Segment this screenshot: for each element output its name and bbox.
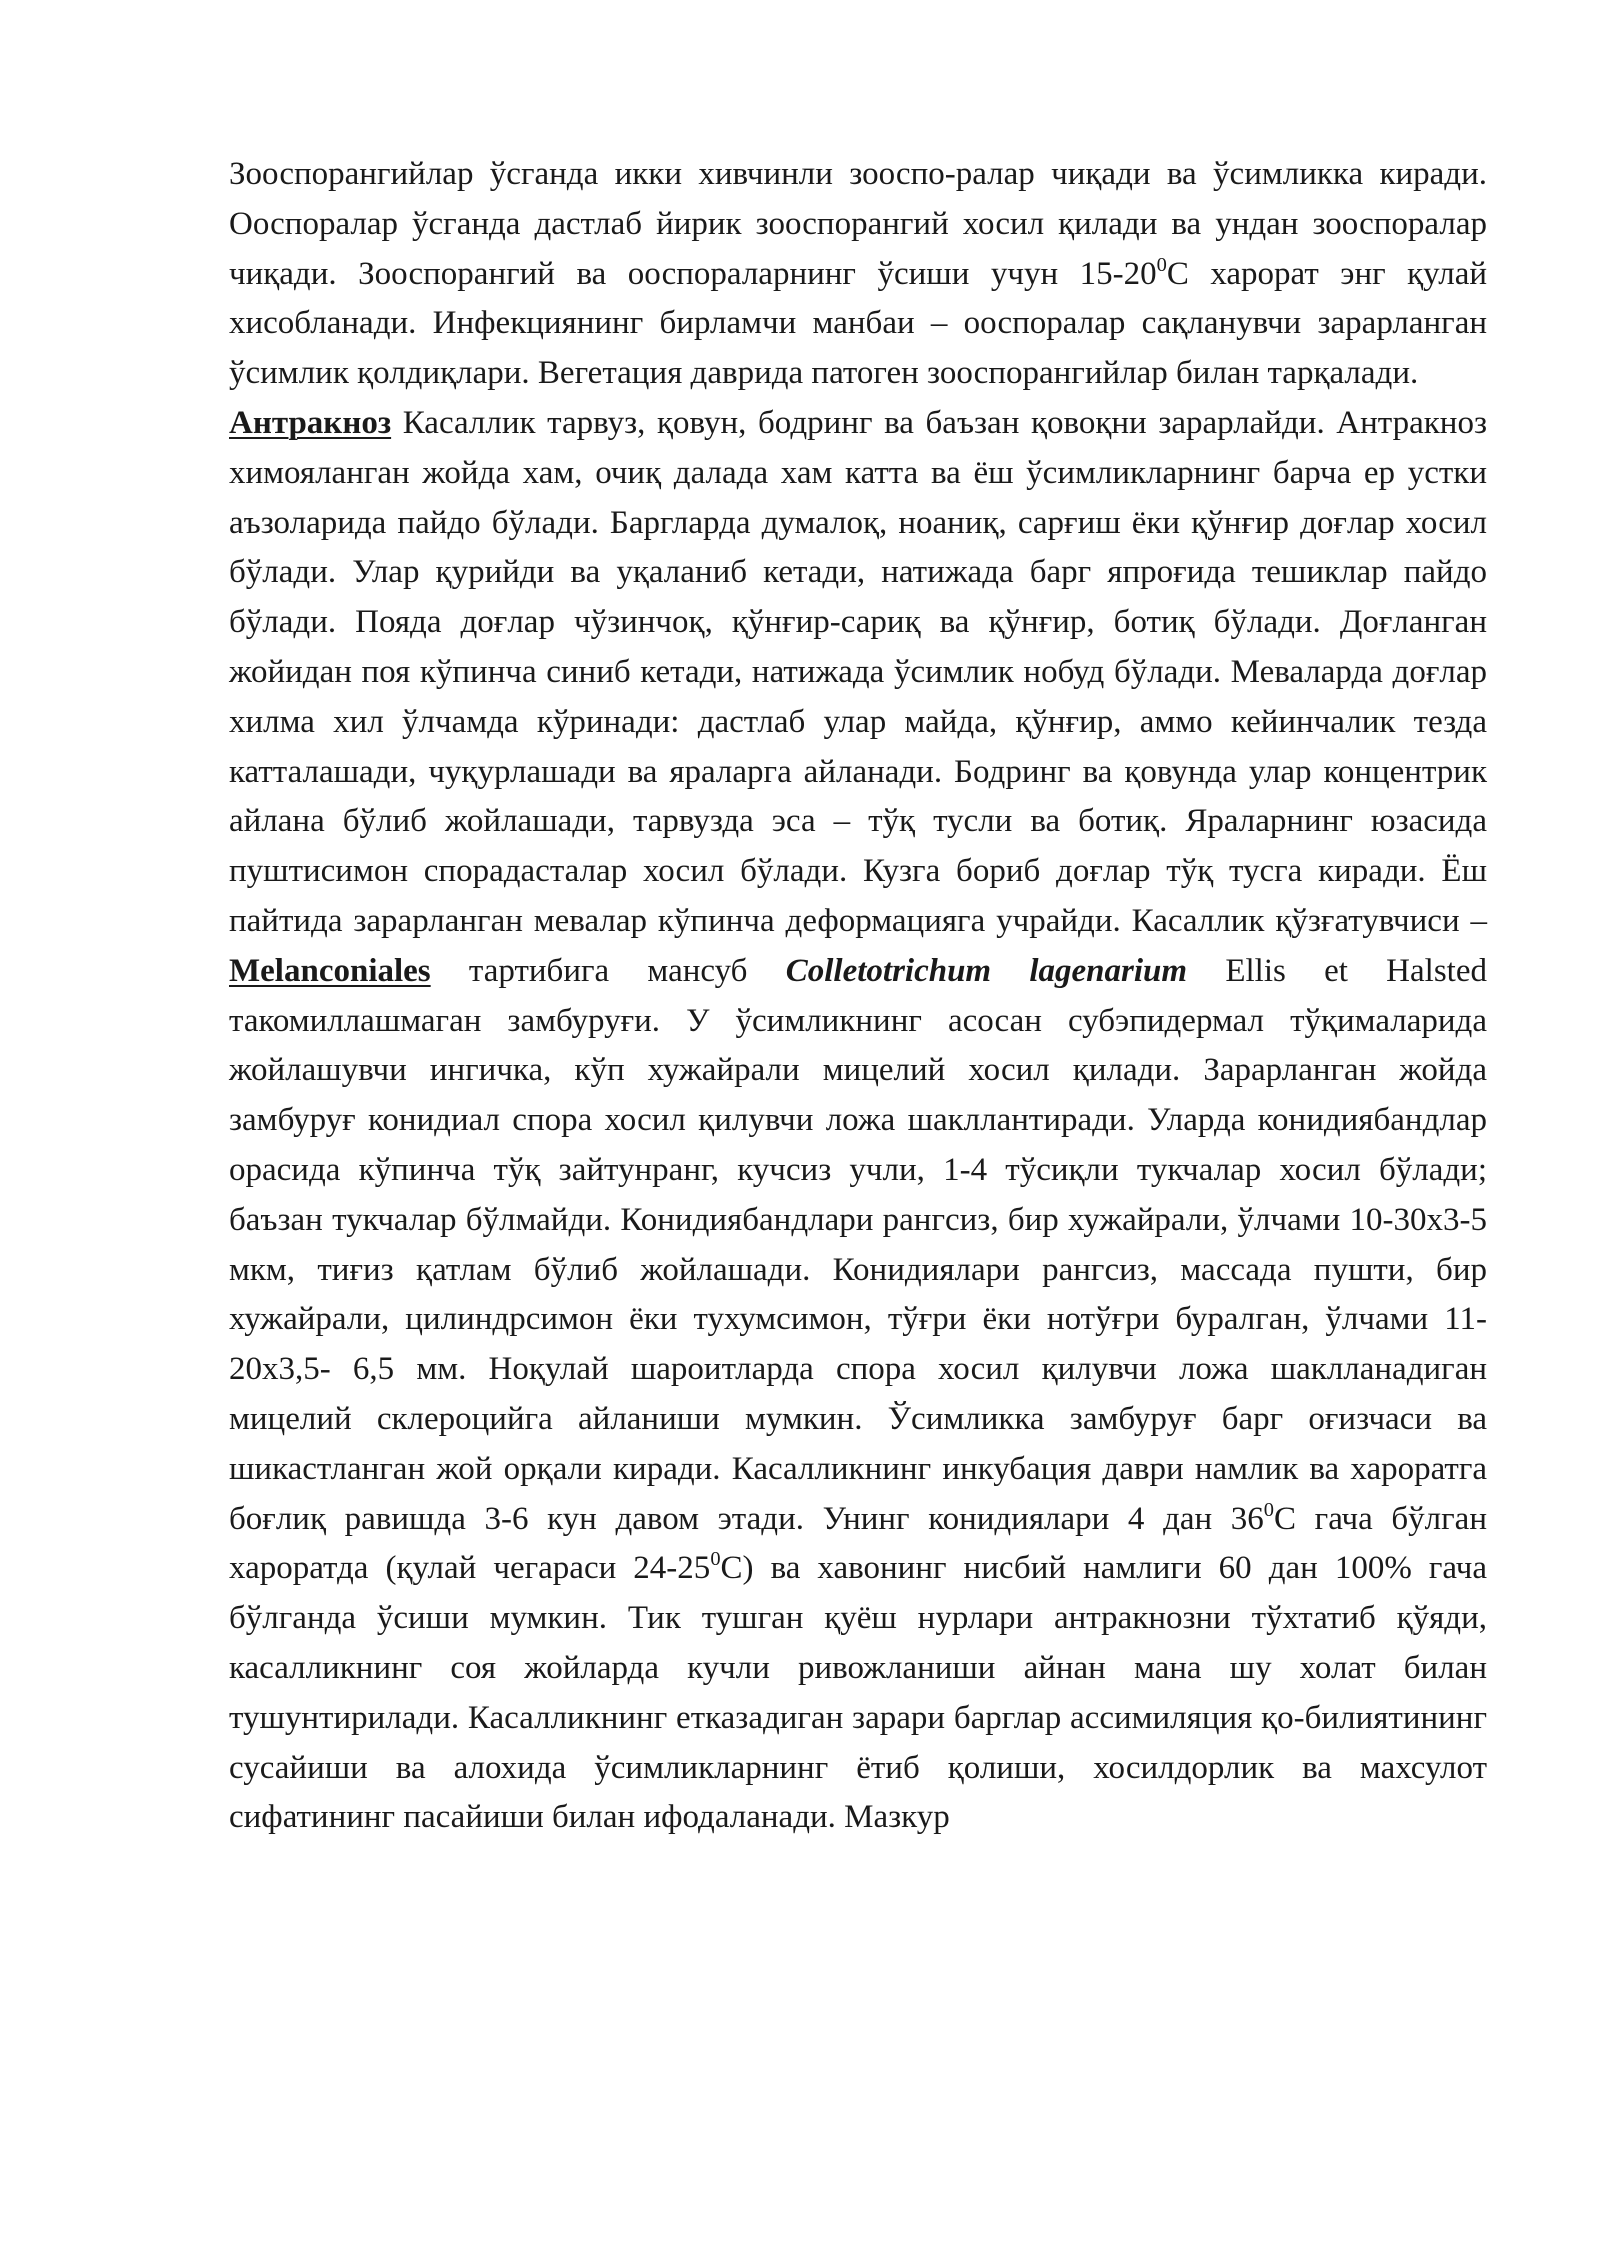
paragraph-text: Зооспорангийлар ўсганда икки хивчинли зооспо-ралар чиқади ва ўсимликка киради. Ооспоралар ўсганда дастлаб йирик зооспорангий хосил қилади ва ундан зооспоралар чиқади. Зооспорангий ва ооспораларнинг ўсиши учун 15-20: [229, 156, 1487, 292]
superscript-degree: 0: [1156, 253, 1167, 276]
order-name: Melanconiales: [229, 952, 431, 989]
species-name: Colletotrichum lagenarium: [785, 952, 1188, 989]
paragraph-text: Ellis et Halsted такомиллашмаган замбуруғи. У ўсимликнинг асосан субэпидермал тўқималарида жойлашувчи ингичка, кўп хужайрали мицелий хосил қилади. Зарарланган жойда замбуруғ конидиал спора хосил қилувчи ложа шакллантиради. Уларда конидиябандлар орасида кўпинча тўқ зайтунранг, кучсиз учли, 1-4 тўсиқли тукчалар хосил бўлади; баъзан тукчалар бўлмайди. Конидиябандлари рангсиз, бир хужайрали, ўлчами 10-30х3-5 мкм, тиғиз қатлам бўлиб жойлашади. Конидиялари рангсиз, массада пушти, бир хужайрали, цилиндрсимон ёки тухумсимон, тўғри ёки нотўғри буралган, ўлчами 11-20х3,5- 6,5 мм. Ноқулай шароитларда спора хосил қилувчи ложа шаклланадиган мицелий склероцийга айланиши мумкин. Ўсимликка замбуруғ барг оғизчаси ва шикастланган жой орқали киради. Касалликнинг инкубация даври намлик ва хароратга боғлиқ равишда 3-6 кун давом этади. Унинг конидиялари 4 дан 36: [229, 952, 1487, 1537]
paragraph-text: С гача бўлган хароратда (қулай чегараси 24-25: [229, 1500, 1487, 1587]
section-heading-anthracnose: Антракноз: [229, 404, 392, 441]
paragraph-anthracnose: [229, 399, 1487, 1843]
paragraph-text: С) ва хавонинг нисбий намлиги 60 дан 100% гача бўлганда ўсиши мумкин. Тик тушган қуёш нурлари антракнозни тўхтатиб қўяди, касалликнинг соя жойларда кучли ривожланиши айнан мана шу холат билан тушунтирилади. Касалликнинг етказадиган зарари барглар ассимиляция қо-билиятининг сусайиши ва алохида ўсимликларнинг ётиб қолиши, хосилдорлик ва махсулот сифатининг пасайиши билан ифодаланади. Мазкур: [229, 1550, 1488, 1836]
paragraph-text: тартибига мансуб: [430, 952, 786, 989]
superscript-degree: 0: [710, 1548, 721, 1571]
superscript-degree: 0: [1263, 1498, 1275, 1521]
paragraph-zoosporangia: [229, 150, 1487, 399]
paragraph-text: Касаллик тарвуз, қовун, бодринг ва баъзан қовоқни зарарлайди. Антракноз химояланган жойда хам, очиқ далада хам катта ва ёш ўсимликларнинг барча ер устки аъзоларида пайдо бўлади. Баргларда думалоқ, ноаниқ, сарғиш ёки қўнғир доғлар хосил бўлади. Улар қурийди ва уқаланиб кетади, натижада барг япроғида тешиклар пайдо бўлади. Пояда доғлар чўзинчоқ, қўнғир-сариқ ва қўнғир, ботиқ бўлади. Доғланган жойидан поя кўпинча синиб кетади, натижада ўсимлик нобуд бўлади. Меваларда доғлар хилма хил ўлчамда кўринади: дастлаб улар майда, қўнғир, аммо кейинчалик тезда катталашади, чуқурлашади ва яраларга айланади. Бодринг ва қовунда улар концентрик айлана бўлиб жойлашади, тарвузда эса – тўқ тусли ва ботиқ. Яраларнинг юзасида пуштисимон спорадасталар хосил бўлади. Кузга бориб доғлар тўқ тусга киради. Ёш пайтида зарарланган мевалар кўпинча деформацияга учрайди. Касаллик қўзғатувчиси –: [229, 404, 1487, 939]
paragraph-text: С харорат энг қулай хисобланади. Инфекциянинг бирламчи манбаи – ооспоралар сақланувчи зарарланган ўсимлик қолдиқлари. Вегетация даврида патоген зооспорангийлар билан тарқалади.: [229, 255, 1487, 392]
body-text: [229, 150, 1487, 1843]
